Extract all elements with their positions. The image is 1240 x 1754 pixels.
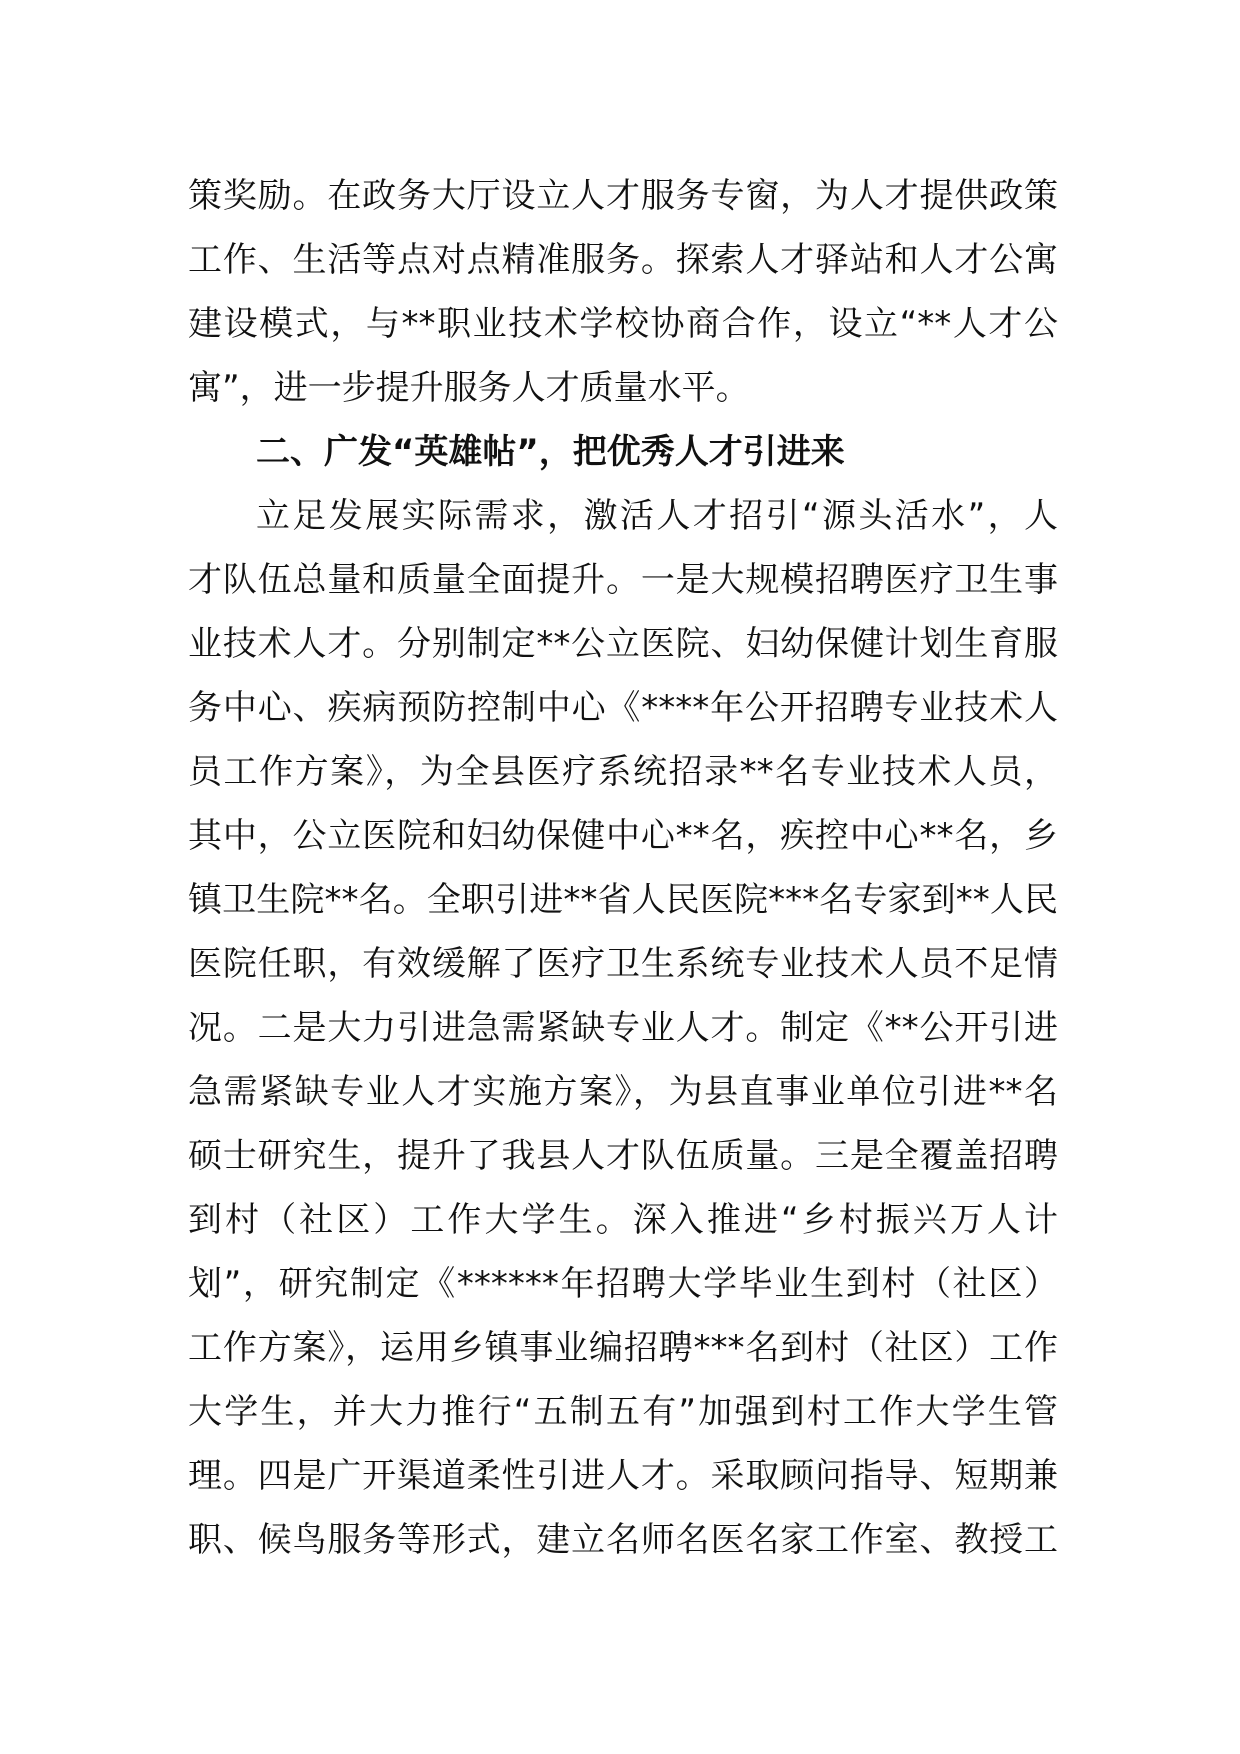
paragraph-line: 况。二是大力引进急需紧缺专业人才。制定《**公开引进 (188, 1008, 1058, 1048)
paragraph-line: 立足发展实际需求，激活人才招引“源头活水”，人 (256, 496, 1058, 536)
paragraph-line: 镇卫生院**名。全职引进**省人民医院***名专家到**人民 (188, 880, 1058, 920)
paragraph-line: 医院任职，有效缓解了医疗卫生系统专业技术人员不足情 (188, 944, 1058, 984)
paragraph-line: 职、候鸟服务等形式，建立名师名医名家工作室、教授工 (188, 1520, 1058, 1560)
paragraph-line: 策奖励。在政务大厅设立人才服务专窗，为人才提供政策 (188, 176, 1058, 216)
paragraph-line: 大学生，并大力推行“五制五有”加强到村工作大学生管 (188, 1392, 1058, 1432)
paragraph-line: 务中心、疾病预防控制中心《****年公开招聘专业技术人 (188, 688, 1058, 728)
paragraph-line: 寓”，进一步提升服务人才质量水平。 (188, 368, 750, 408)
paragraph-line: 业技术人才。分别制定**公立医院、妇幼保健计划生育服 (188, 624, 1058, 664)
paragraph-line: 硕士研究生，提升了我县人才队伍质量。三是全覆盖招聘 (188, 1136, 1058, 1176)
paragraph-line: 工作、生活等点对点精准服务。探索人才驿站和人才公寓 (188, 240, 1058, 280)
section-heading: 二、广发“英雄帖”，把优秀人才引进来 (256, 432, 845, 472)
paragraph-line: 工作方案》，运用乡镇事业编招聘***名到村（社区）工作 (188, 1328, 1058, 1368)
paragraph-line: 建设模式，与**职业技术学校协商合作，设立“**人才公 (188, 304, 1058, 344)
paragraph-line: 员工作方案》，为全县医疗系统招录**名专业技术人员， (188, 752, 1058, 792)
paragraph-line: 到村（社区）工作大学生。深入推进“乡村振兴万人计 (188, 1200, 1058, 1240)
paragraph-line: 才队伍总量和质量全面提升。一是大规模招聘医疗卫生事 (188, 560, 1058, 600)
paragraph-line: 理。四是广开渠道柔性引进人才。采取顾问指导、短期兼 (188, 1456, 1058, 1496)
paragraph-line: 其中，公立医院和妇幼保健中心**名，疾控中心**名，乡 (188, 816, 1058, 856)
paragraph-line: 划”，研究制定《******年招聘大学毕业生到村（社区） (188, 1264, 1058, 1304)
paragraph-line: 急需紧缺专业人才实施方案》，为县直事业单位引进**名 (188, 1072, 1058, 1112)
